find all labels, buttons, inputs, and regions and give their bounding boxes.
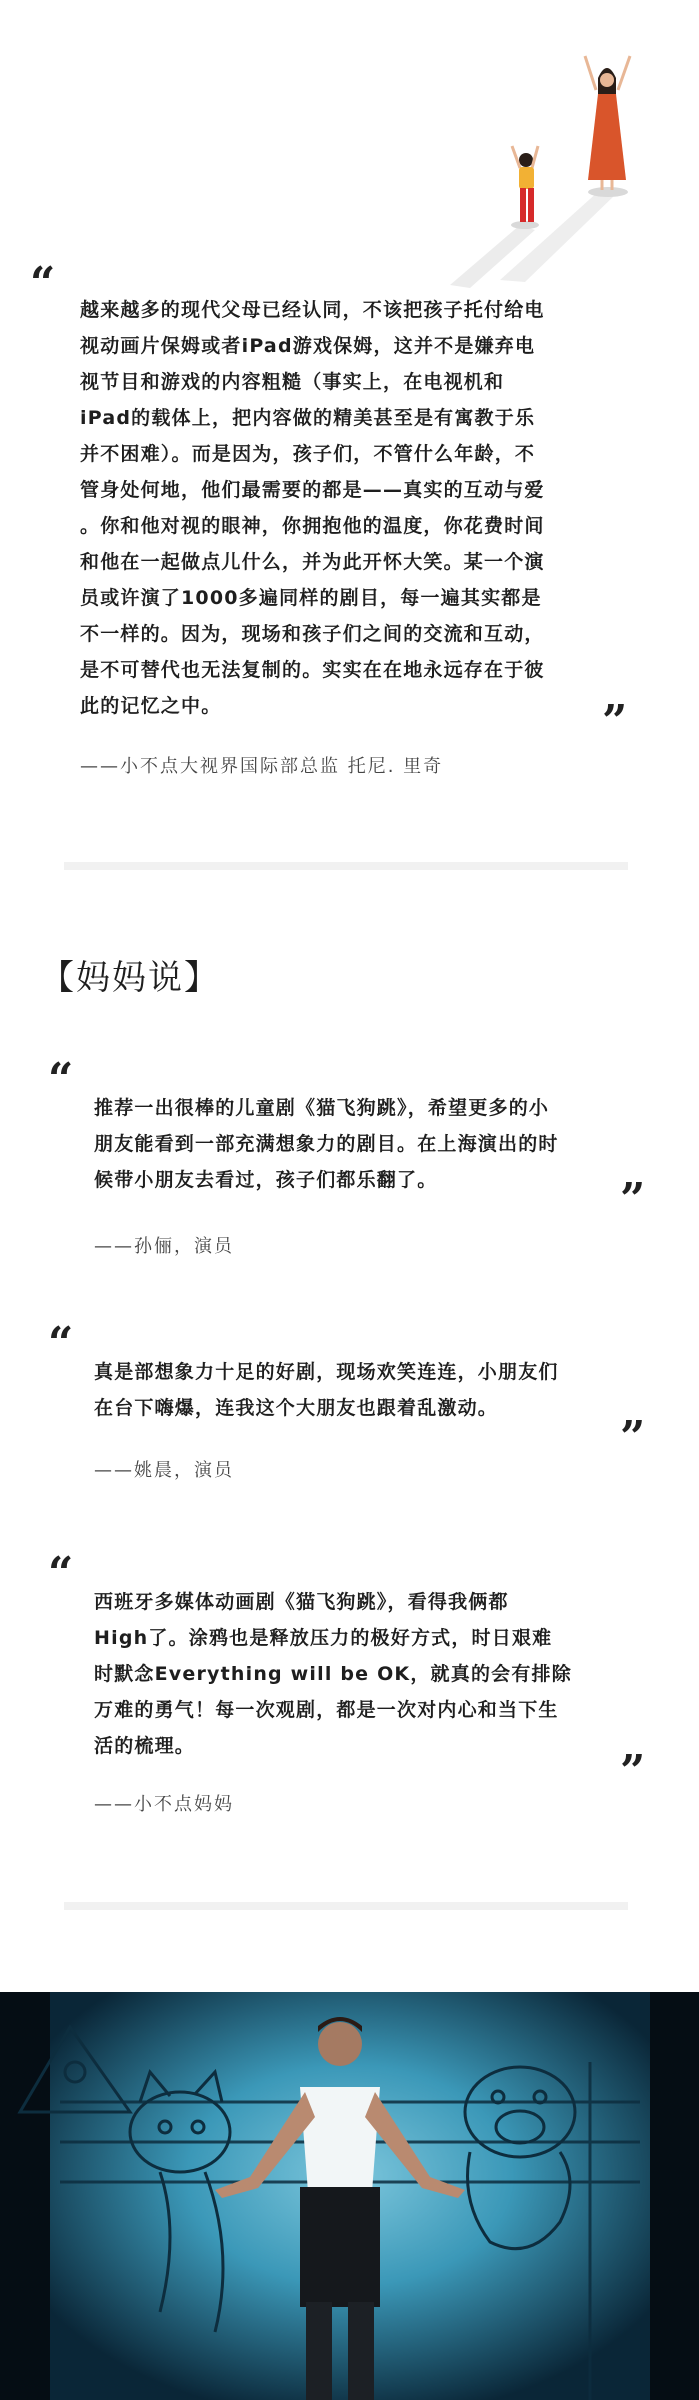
main-quote-line: 越来越多的现代父母已经认同，不该把孩子托付给电 — [80, 299, 545, 321]
mother-child-illustration-icon — [440, 20, 660, 290]
testimonial-text — [94, 1090, 559, 1198]
main-quote-text — [80, 292, 545, 724]
testimonial-line: 推荐一出很棒的儿童剧《猫飞狗跳》，希望更多的小 — [94, 1097, 550, 1119]
testimonial-line: 活的梳理。 — [94, 1735, 196, 1757]
main-quote-line: 不一样的。因为，现场和孩子们之间的交流和互动， — [80, 623, 545, 645]
section-title: 【妈妈说】 — [40, 958, 220, 998]
testimonial-text — [94, 1584, 572, 1764]
main-quote-attribution: ——小不点大视界国际部总监 托尼. 里奇 — [80, 756, 444, 777]
testimonial-text — [94, 1354, 559, 1426]
testimonial-line: 万难的勇气！每一次观剧，都是一次对内心和当下生 — [94, 1699, 559, 1721]
main-quote-line: 员或许演了1000多遍同样的剧目，每一遍其实都是 — [80, 587, 542, 609]
testimonial-line: 时默念Everything will be OK，就真的会有排除 — [94, 1663, 572, 1685]
testimonial-line: 西班牙多媒体动画剧《猫飞狗跳》，看得我俩都 — [94, 1591, 509, 1613]
testimonial-attribution: ——孙俪，演员 — [94, 1236, 234, 1257]
close-quote-icon: ” — [620, 1174, 646, 1225]
testimonial-line: 候带小朋友去看过，孩子们都乐翻了。 — [94, 1169, 438, 1191]
main-quote-line: 管身处何地，他们最需要的都是——真实的互动与爱 — [80, 479, 545, 501]
close-quote-icon: ” — [620, 1746, 646, 1797]
open-quote-icon: “ — [48, 1548, 74, 1599]
main-quote-line: 并不困难）。而是因为，孩子们，不管什么年龄，不 — [80, 443, 536, 465]
main-quote-line: 视节目和游戏的内容粗糙（事实上，在电视机和 — [80, 371, 505, 393]
main-quote-line: 。你和他对视的眼神，你拥抱他的温度，你花费时间 — [80, 515, 545, 537]
stage-scene-icon — [0, 1992, 699, 2400]
testimonial-line: High了。涂鸦也是释放压力的极好方式，时日艰难 — [94, 1627, 553, 1649]
main-quote-line: 和他在一起做点儿什么，并为此开怀大笑。某一个演 — [80, 551, 545, 573]
section-divider — [64, 1902, 628, 1910]
main-quote-line: 此的记忆之中。 — [80, 695, 222, 717]
stage-performer-photo-icon — [0, 1992, 699, 2400]
main-quote-line: 视动画片保姆或者iPad游戏保姆，这并不是嫌弃电 — [80, 335, 536, 357]
testimonial-line: 朋友能看到一部充满想象力的剧目。在上海演出的时 — [94, 1133, 559, 1155]
section-divider — [64, 862, 628, 870]
open-quote-icon: “ — [48, 1318, 74, 1369]
main-quote-line: iPad的载体上，把内容做的精美甚至是有寓教于乐 — [80, 407, 536, 429]
testimonial-attribution: ——小不点妈妈 — [94, 1794, 234, 1815]
open-quote-icon: “ — [48, 1054, 74, 1105]
open-quote-icon: “ — [30, 258, 56, 309]
testimonial-attribution: ——姚晨，演员 — [94, 1460, 234, 1481]
main-quote-line: 是不可替代也无法复制的。实实在在地永远存在于彼 — [80, 659, 545, 681]
testimonial-line: 真是部想象力十足的好剧，现场欢笑连连，小朋友们 — [94, 1361, 559, 1383]
close-quote-icon: ” — [602, 696, 628, 747]
close-quote-icon: ” — [620, 1412, 646, 1463]
testimonial-line: 在台下嗨爆，连我这个大朋友也跟着乱激动。 — [94, 1397, 499, 1419]
